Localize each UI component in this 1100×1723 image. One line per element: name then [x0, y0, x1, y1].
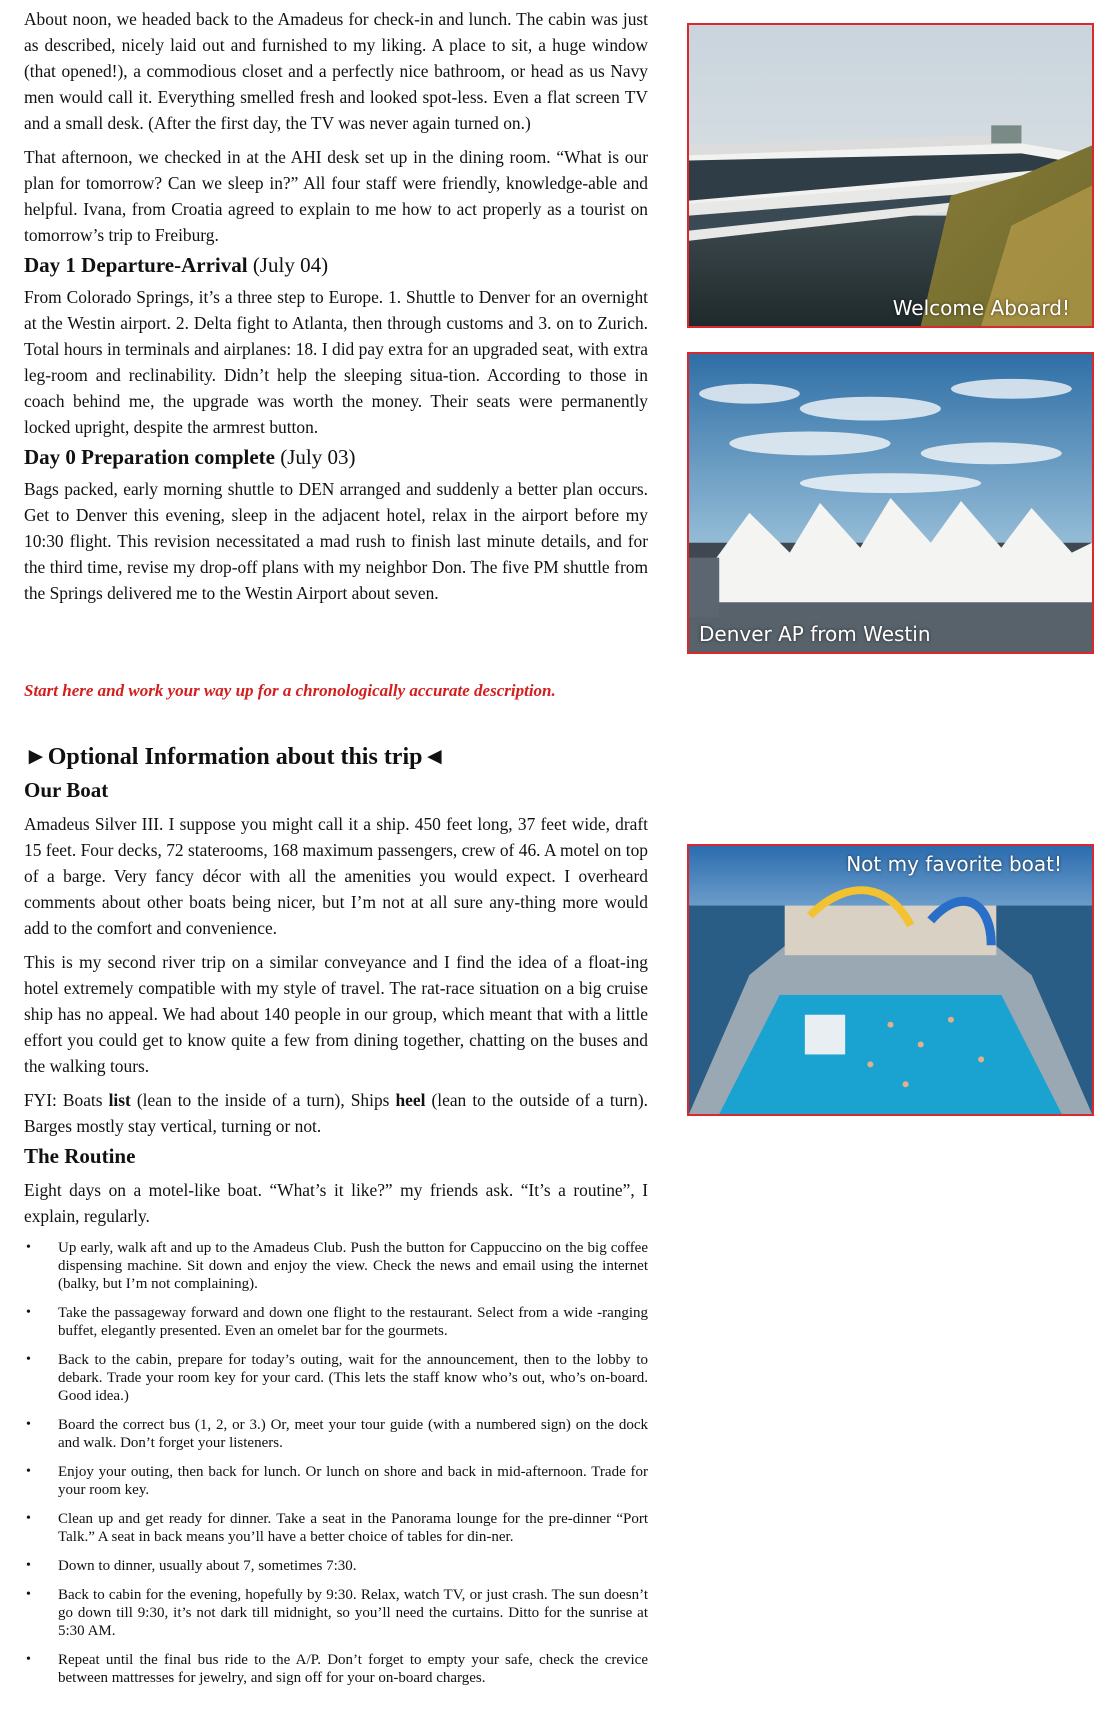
intro-paragraph-1: About noon, we headed back to the Amadeus for check-in and lunch. The cabin was just as described, nicely laid out and furnished to my liking. A place to sit, a huge window (that opened!), a commodious closet and a perfectly nice bathroom, or head as us Navy men would call it. Everything smelled fresh and looked spot-less. Even a flat screen TV and a small desk. (After the first day, the TV was never again turned on.)	[24, 9, 648, 133]
welcome-aboard-photo	[687, 23, 1094, 328]
bullet-icon: •	[26, 1511, 31, 1526]
denver-caption: Denver AP from Westin	[699, 622, 931, 646]
fyi-term-list: list	[108, 1090, 131, 1110]
list-item-text: Back to the cabin, prepare for today’s outing, wait for the announcement, then to the lobby to debark. Trade your room key for your card. (This lets the staff know who’s out, who’s on-board. Good idea.)	[58, 1352, 648, 1404]
bullet-icon: •	[26, 1558, 31, 1573]
intro-paragraph-2: That afternoon, we checked in at the AHI desk set up in the dining room. “What is our plan for tomorrow? Can we sleep in?” All four staff were friendly, knowledge-able and helpful. Ivana, from Croatia agreed to explain to me how to act properly as a tourist on tomorrow’s trip to Freiburg.	[24, 147, 648, 245]
list-item	[24, 1586, 648, 1640]
fyi-text-c: (lean to the inside of a turn), Ships	[130, 1090, 396, 1110]
day0-heading	[24, 442, 648, 472]
day1-date: (July 04)	[252, 253, 329, 277]
list-item	[24, 1239, 648, 1293]
list-item	[24, 1651, 648, 1687]
list-item-text: Board the correct bus (1, 2, or 3.) Or, meet your tour guide (with a numbered sign) on the dock and walk. Don’t forget your listeners.	[58, 1417, 648, 1451]
river-boat-image	[689, 25, 1092, 326]
optional-heading: ►Optional Information about this trip◄	[24, 744, 447, 770]
boat-paragraph-2: This is my second river trip on a similar conveyance and I find the idea of a float-ing hotel extremely compatible with my style of travel. The rat-race situation on a big cruise ship has no appeal. We had about 140 people in our group, which meant that with a little effort you could get to know quite a few from dining together, chatting on the buses and the walking tours.	[24, 952, 648, 1076]
list-item	[24, 1304, 648, 1340]
day0-title: Day 0 Preparation complete	[24, 445, 275, 469]
cruise-ship-photo	[687, 844, 1094, 1116]
routine-heading: The Routine	[24, 1144, 136, 1168]
fyi-text-a: FYI: Boats	[24, 1090, 109, 1110]
list-item-text: Take the passageway forward and down one flight to the restaurant. Select from a wide -ranging buffet, elegantly presented. Even an omelet bar for the gourmets.	[58, 1305, 648, 1339]
boat-paragraph-1: Amadeus Silver III. I suppose you might call it a ship. 450 feet long, 37 feet wide, draft 15 feet. Four decks, 72 staterooms, 168 maximum passengers, crew of 46. A motel on top of a barge. Very fancy décor with all the amenities you would expect. I overheard comments about other boats being nicer, but I’m not at all sure any-thing more would add to the comfort and convenience.	[24, 814, 648, 938]
bullet-icon: •	[26, 1464, 31, 1479]
day1-paragraph: From Colorado Springs, it’s a three step to Europe. 1. Shuttle to Denver for an overnight at the Westin airport. 2. Delta fight to Atlanta, then through customs and 3. on to Zurich. Total hours in terminals and airplanes: 18. I did pay extra for an upgraded seat, with extra leg-room and reclinability. Didn’t help the sleeping situa-tion. According to those in coach behind me, the upgrade was worth the money. Their seats were permanently locked upright, despite the armrest button.	[24, 287, 648, 437]
denver-airport-image	[689, 354, 1092, 652]
day0-date: (July 03)	[280, 445, 356, 469]
list-item	[24, 1510, 648, 1546]
day1-title: Day 1 Departure-Arrival	[24, 253, 248, 277]
list-item	[24, 1463, 648, 1499]
journal-upper	[24, 6, 648, 606]
cruise-caption: Not my favorite boat!	[846, 852, 1062, 876]
routine-intro: Eight days on a motel-like boat. “What’s it like?” my friends ask. “It’s a routine”, I explain, regularly.	[24, 1180, 648, 1226]
list-item-text: Clean up and get ready for dinner. Take a seat in the Panorama lounge for the pre-dinner “Port Talk.” A seat in back means you’ll have a better choice of tables for din-ner.	[58, 1511, 648, 1545]
our-boat-heading: Our Boat	[24, 778, 109, 802]
list-item-text: Up early, walk aft and up to the Amadeus Club. Push the button for Cappuccino on the big coffee dispensing machine. Sit down and enjoy the view. Check the news and email using the internet (balky, but I’m not complaining).	[58, 1240, 648, 1292]
list-item	[24, 1557, 648, 1575]
fyi-paragraph	[24, 1087, 648, 1139]
bullet-icon: •	[26, 1417, 31, 1432]
bullet-icon: •	[26, 1305, 31, 1320]
bullet-icon: •	[26, 1587, 31, 1602]
bullet-icon: •	[26, 1652, 31, 1667]
cruise-ship-image	[689, 846, 1092, 1114]
chronology-note: Start here and work your way up for a chronologically accurate description.	[24, 681, 556, 700]
list-item-text: Repeat until the final bus ride to the A/P. Don’t forget to empty your safe, check the crevice between mattresses for jewelry, and sign off for your on-board charges.	[58, 1652, 648, 1686]
fyi-text-e: (lean to the outside of a turn). Barges mostly stay vertical, turning or not.	[24, 1090, 648, 1136]
bullet-icon: •	[26, 1240, 31, 1255]
welcome-caption: Welcome Aboard!	[892, 296, 1070, 320]
optional-section	[24, 741, 648, 1698]
denver-airport-photo	[687, 352, 1094, 654]
list-item-text: Down to dinner, usually about 7, sometimes 7:30.	[58, 1558, 357, 1574]
day0-paragraph: Bags packed, early morning shuttle to DEN arranged and suddenly a better plan occurs. Get to Denver this evening, sleep in the adjacent hotel, relax in the airport before my 10:30 flight. This revision necessitated a mad rush to finish last minute details, and for the third time, revise my drop-off plans with my neighbor Don. The five PM shuttle from the Springs delivered me to the Westin Airport about seven.	[24, 479, 648, 603]
list-item	[24, 1416, 648, 1452]
list-item-text: Enjoy your outing, then back for lunch. Or lunch on shore and back in mid-afternoon. Trade for your room key.	[58, 1464, 648, 1498]
day1-heading	[24, 250, 648, 280]
list-item	[24, 1351, 648, 1405]
fyi-term-heel: heel	[395, 1090, 426, 1110]
list-item-text: Back to cabin for the evening, hopefully by 9:30. Relax, watch TV, or just crash. The sun doesn’t go down till 9:30, it’s not dark till midnight, so you’ll need the curtains. Ditto for the sunrise at 5:30 AM.	[58, 1587, 648, 1639]
routine-list	[24, 1239, 648, 1687]
bullet-icon: •	[26, 1352, 31, 1367]
